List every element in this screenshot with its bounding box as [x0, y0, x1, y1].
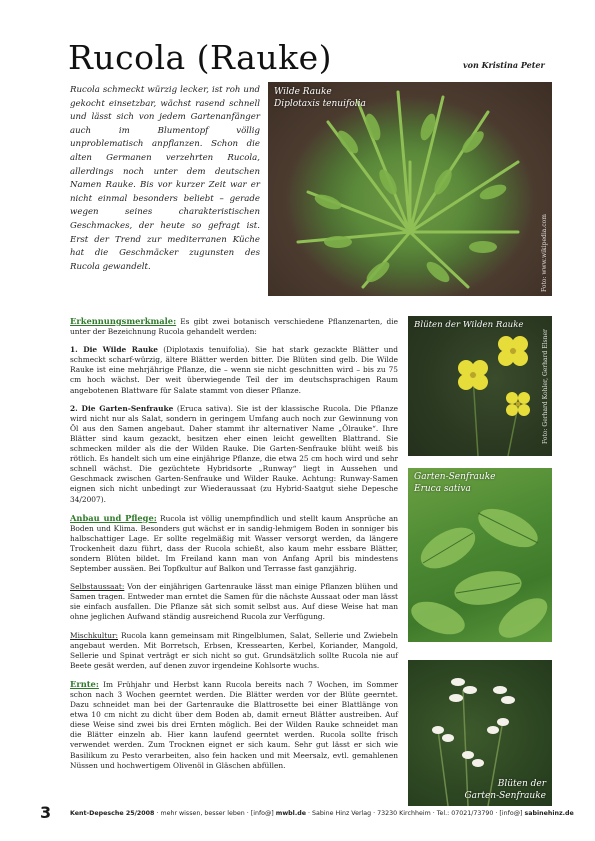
intro-paragraph: Rucola schmeckt würzig lecker, ist roh und gekocht einsetzbar, wächst rasend schnell und lässt sich von jedem Gartenanfänger auch im Blumentopf völlig unproblematisch anpflanzen. Schon die alten Germanen verzehrten Rucola, allerdings noch unter dem deutschen Namen Rauke. Bis vor kurzer Zeit war er nicht einmal besonders beliebt – gerade wegen seines charakteristischen Geschmackes, der heute so gefragt ist. Erst der Trend zur mediterranen Küche hat die Geschmäcker zugunsten des Rucola gewandelt. — [70, 85, 260, 272]
section-garten-senfrauke: 2. Die Garten-Senfrauke (Eruca sativa). Sie ist der klassische Rucola. Die Pflanze wird nicht nur als Salat, sondern in geringem Umfang auch noch zur Gewinnung von Öl aus den Samen angebaut. Daher stammt ihr alternativer Name „Ölrauke“. Ihre Blätter sind kaum gezackt, besitzen eher einen leicht gewellten Blattrand. Sie schmecken milder als die der Wilden Rauke. Die Garten-Senfrauke blüht weiß bis rötlich. Es handelt sich um eine einjährige Pflanze, die etwa 25 cm hoch wird und sehr schnell wächst. Die gezüchtete Hybridsorte „Runway“ liegt in Aussehen und Geschmack zwischen Garten-Senfrauke und Wilder Rauke. Achtung: Runway-Samen eignen sich nicht unbedingt zur Wiederaussaat (zu Hybrid-Saatgut siehe Depesche 34/2007). — [70, 403, 398, 504]
photo-credit: Foto: www.wikipedia.com — [541, 214, 548, 292]
section-ernte: Ernte: Im Frühjahr und Herbst kann Rucola bereits nach 7 Wochen, im Sommer schon nach 3 Wochen geerntet werden. Die Blätter werden vor der Blüte geerntet. Dazu schneidet man bei der Gartenrauke die Blattrosette bei einer Blattlänge von etwa 10 cm nicht zu dicht über dem Boden ab, damit erneut Blätter austreiben. Auf diese Weise sind zwei bis drei Ernten möglich. Bei der Wilden Rauke schneidet man die Blätter einzeln ab. Hier kann laufend geerntet werden. Rucola sollte frisch verwendet werden. Zum Trocknen eignet er sich kaum. Sehr gut lässt er sich wie Basilikum zu Pesto verarbeiten, also fein hacken und mit Meersalz, evtl. gemahlenen Nüssen und hochwertigem Olivenöl in Gläschen abfüllen. — [70, 678, 398, 770]
page-number: 3 — [40, 803, 52, 822]
section-heading: Mischkultur: — [70, 630, 118, 640]
page-title: Rucola (Rauke) — [68, 38, 332, 77]
yellow-flower-illustration — [408, 316, 552, 456]
photo-caption: Wilde Rauke Diplotaxis tenuifolia — [274, 87, 366, 109]
photo-wilde-rauke — [268, 82, 552, 296]
photo-garten-senfrauke — [408, 468, 552, 642]
rucola-plant-illustration — [268, 82, 552, 296]
section-selbstaussaat: Selbstaussaat: Von der einjährigen Gartenrauke lässt man einige Pflanzen blühen und Samen tragen. Entweder man erntet die Samen für die nächste Aussaat oder man lässt sie einfach ausfallen. Die Pflanze sät sich somit selbst aus. Auf diese Weise hat man ohne jeglichen Aufwand ständig ausreichend Rucola zur Verfügung. — [70, 582, 398, 622]
photo-blueten-garten-senfrauke — [408, 660, 552, 806]
page-footer: Kent-Depesche 25/2008 · mehr wissen, besser leben · [info@] mwbl.de · Sabine Hinz Verlag · 73230 Kirchheim · Tel.: 07021/73790 · [info@] sabinehinz.de — [70, 810, 574, 817]
section-heading: Selbstaussaat: — [70, 582, 125, 592]
footer-link-sabinehinz[interactable]: sabinehinz.de — [524, 810, 574, 817]
photo-caption: Garten-Senfrauke Eruca sativa — [414, 472, 496, 494]
section-heading: 2. Die Garten-Senfrauke — [70, 403, 174, 413]
photo-credit: Foto: Gerhard Kohler, Gerhard Elsner — [542, 329, 549, 444]
author-byline: von Kristina Peter — [463, 60, 545, 70]
section-heading: 1. Die Wilde Rauke — [70, 345, 159, 355]
footer-issue: Kent-Depesche 25/2008 — [70, 810, 155, 817]
footer-link-mwbl[interactable]: mwbl.de — [275, 810, 306, 817]
section-wilde-rauke: 1. Die Wilde Rauke (Diplotaxis tenuifolia). Sie hat stark gezackte Blätter und schmeckt scharf-würzig, ältere Blätter werden bitter. Die Blüten sind gelb. Die Wilde Rauke ist eine mehrjährige Pflanze, die – wenn sie nicht geschnitten wird – bis zu 75 cm hoch wächst. Der weit überwiegende Teil der im deutschsprachigen Raum angebotenen Blattware für Salate stammt von dieser Pflanze. — [70, 345, 398, 395]
article-body — [70, 316, 398, 779]
photo-caption: Blüten der Wilden Rauke — [414, 320, 524, 330]
photo-blueten-wilde-rauke — [408, 316, 552, 456]
section-mischkultur: Mischkultur: Rucola kann gemeinsam mit Ringelblumen, Salat, Sellerie und Zwiebeln angebaut werden. Mit Borretsch, Erbsen, Kressearten, Kerbel, Koriander, Mangold, Sellerie und Spinat verträgt er sich nicht so gut. Grundsätzlich sollte Rucola nie auf Beete gesät werden, auf denen zuvor irgendeine Kohlsorte wuchs. — [70, 630, 398, 670]
photo-caption: Blüten der Garten-Senfrauke — [464, 779, 546, 801]
section-erkennungsmerkmale: Erkennungsmerkmale: Es gibt zwei botanisch verschiedene Pflanzenarten, die unter der Bezeichnung Rucola gehandelt werden: — [70, 316, 398, 337]
section-heading: Erkennungsmerkmale: — [70, 316, 177, 326]
section-heading: Anbau und Pflege: — [70, 512, 157, 523]
section-anbau-pflege: Anbau und Pflege: Rucola ist völlig unempfindlich und stellt kaum Ansprüche an Boden und Klima. Besonders gut wächst er in sandig-lehmigem Boden in sonniger bis halbschattiger Lage. Er sollte regelmäßig mit Wasser versorgt werden, da längere Trockenheit dazu führt, dass der Rucola schießt, also kaum mehr essbare Blätter, sondern Blüten bildet. Im Freiland kann man von Anfang April bis mindestens September aussäen. Bei Topfkultur auf Balkon und Terrasse fast ganzjährig. — [70, 512, 399, 574]
section-heading: Ernte: — [70, 678, 99, 689]
